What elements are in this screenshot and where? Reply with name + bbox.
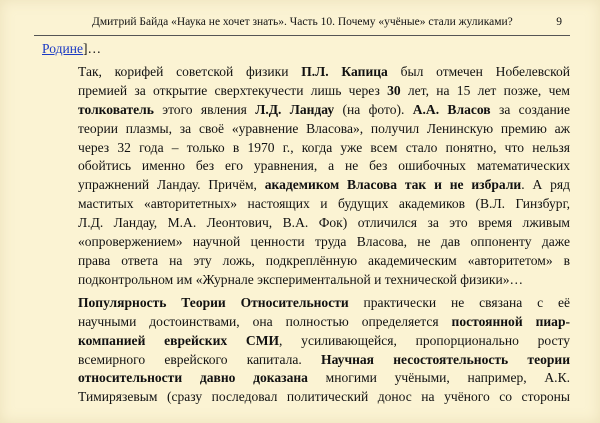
text-line: научными достоинствами, она полностью определяется постоянной пиар- [78, 313, 570, 329]
text-line: Популярность Теории Относительности практически не связана с её [78, 294, 570, 310]
text-line: Л.Д. Ландау, М.А. Леонтович, В.А. Фок) отличился за это время лживым [78, 215, 570, 231]
bold-insolvency: Научная несостоятельность теории [321, 351, 570, 367]
text-line: компанией еврейских СМИ, усиливающейся, пропорционально росту [78, 332, 570, 348]
text-line: права ответа на эту ложь, подкреплённую академическим «авторитетом» в [78, 252, 570, 268]
header-title: Дмитрий Байда «Наука не хочет знать». Часть 10. Почему «учёные» стали жуликами? [92, 16, 513, 28]
bold-not-elected: академиком Власова так и не избрали [264, 177, 522, 193]
text-line: «опровержением» научной ценности труда Власова, не дав оппоненту даже [78, 234, 570, 250]
text-line: Тимирязевым (сразу последовал политический донос на учёного со стороны [78, 389, 570, 405]
bold-tolkovatel: толкователь [78, 101, 154, 117]
bold-proven: относительности давно доказана [78, 370, 308, 386]
text-line: обойтись именно без его уравнения, а не без ошибочных математических [78, 158, 570, 174]
text-line: маститых «авторитетных» настоящих и будущих академиков (В.Л. Гинзбург, [78, 196, 570, 212]
bold-30: 30 [387, 82, 401, 98]
bold-kapitsa: П.Л. Капица [301, 63, 388, 79]
text-line: через 32 года – только в 1970 г., когда уже всем стало понятно, что нельзя [78, 139, 570, 155]
text-line: Так, корифей советской физики П.Л. Капица был отмечен Нобелевской [78, 63, 570, 79]
article-body [42, 40, 570, 407]
text-line: толкователь этого явления Л.Д. Ландау (на фото). А.А. Власов за создание [78, 101, 570, 117]
paragraph-kapitsa [42, 63, 570, 290]
bold-vlasov: А.А. Власов [412, 101, 491, 117]
text-line: упражнений Ландау. Причём, академиком Власова так и не избрали. А ряд [78, 177, 571, 193]
continuation-line [42, 40, 570, 59]
text-line: всемирного еврейского капитала. Научная несостоятельность теории [78, 351, 570, 367]
text-line: подконтрольном им «Журнале экспериментальной и технической физики»… [78, 271, 524, 287]
bold-pr-campaign: постоянной пиар- [451, 313, 570, 329]
page-number: 9 [556, 16, 562, 28]
bold-media: компанией еврейских СМИ [78, 332, 280, 348]
link-tail: ]… [83, 41, 102, 56]
text-line: премией за открытие сверхтекучести лишь через 30 лет, на 15 лет позже, чем [78, 82, 570, 98]
bold-popularity: Популярность Теории Относительности [78, 294, 349, 310]
paragraph-relativity [42, 294, 570, 407]
text-line: теории плазмы, за своё «уравнение Власова», получил Ленинскую премию аж [78, 120, 570, 136]
text-line: относительности давно доказана многими учёными, например, А.К. [78, 370, 570, 386]
rodine-link[interactable]: Родине [42, 41, 83, 56]
bold-landau: Л.Д. Ландау [255, 101, 335, 117]
page-header [34, 9, 570, 36]
